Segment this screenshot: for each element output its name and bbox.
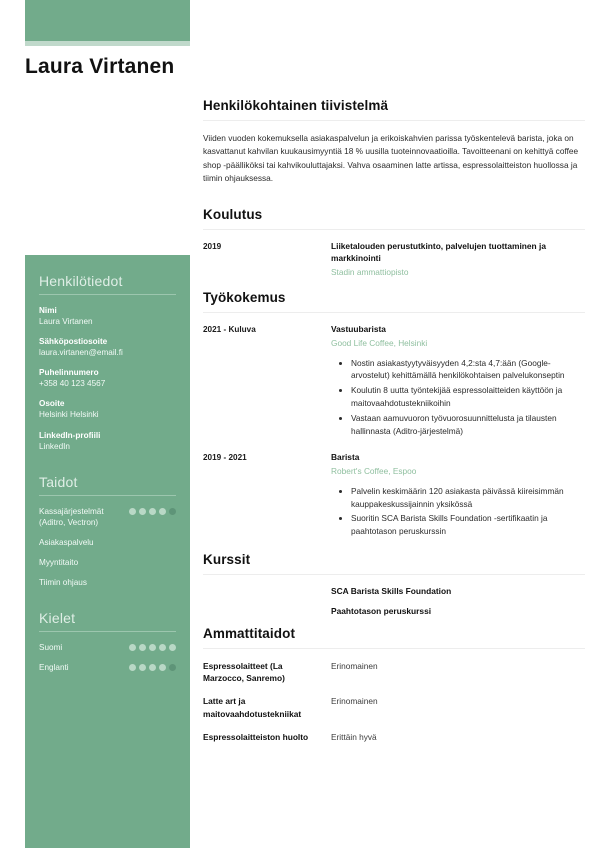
course-name: Paahtotason peruskurssi [331, 606, 432, 617]
page-title: Laura Virtanen [25, 55, 175, 78]
rating-dot-filled [149, 508, 156, 515]
education-entry-list [203, 241, 585, 278]
section-divider [203, 229, 585, 230]
sidebar-languages-title: Kielet [39, 609, 76, 626]
sidebar-divider [39, 294, 176, 295]
languages-list [39, 642, 176, 673]
personal-detail-label: LinkedIn-profiili [39, 430, 101, 440]
personal-detail-item [39, 336, 176, 358]
skill-item [39, 537, 176, 548]
section-education [203, 207, 585, 278]
personal-detail-item [39, 430, 176, 452]
header-accent-block [25, 0, 190, 41]
skill-item-label: Asiakaspalvelu [39, 537, 94, 547]
entry-title: Barista [331, 451, 360, 462]
language-item [39, 642, 176, 653]
professional-skill-list [203, 660, 585, 743]
entry-title: Liiketalouden perustutkinto, palvelujen tuottaminen ja markkinointi [331, 240, 546, 263]
personal-detail-value: +358 40 123 4567 [39, 379, 106, 389]
language-item-label: Englanti [39, 663, 69, 672]
entry-body [331, 324, 585, 440]
timeline-entry [203, 241, 585, 278]
course-name: SCA Barista Skills Foundation [331, 586, 452, 597]
rating-dot-filled [159, 664, 166, 671]
skill-item-label: Myyntitaito [39, 557, 79, 567]
entry-bullet-list [341, 485, 585, 538]
personal-details-list [39, 305, 176, 452]
professional-skill-entry [203, 731, 585, 743]
sidebar-section-personal [39, 273, 176, 452]
personal-detail-label: Puhelinnumero [39, 368, 99, 378]
entry-body [331, 241, 585, 278]
course-entry [203, 606, 585, 616]
section-courses [203, 552, 585, 616]
course-spacer [203, 586, 331, 596]
sidebar-section-languages [39, 610, 176, 673]
personal-detail-value: Helsinki Helsinki [39, 410, 99, 420]
section-experience [203, 290, 585, 540]
sidebar-divider [39, 495, 176, 496]
professional-skill-entry [203, 660, 585, 684]
entry-bullet: • Palvelin keskimäärin 120 asiakasta päivässä kiireisimmän kauppakeskussijainnin yksikössä [351, 485, 585, 511]
rating-dot-filled [129, 664, 136, 671]
entry-date: 2019 [203, 241, 222, 251]
skills-list [39, 506, 176, 588]
spacer [39, 597, 176, 610]
personal-detail-label: Osoite [39, 399, 65, 409]
professional-skill-name: Espressolaitteiston huolto [203, 731, 309, 742]
rating-dot-filled [129, 508, 136, 515]
sidebar-personal-title: Henkilötiedot [39, 273, 123, 289]
entry-bullet: • Vastaan aamuvuoron työvuorosuunnittelusta ja tilausten hallinnasta (Aditro-järjestelmä) [351, 412, 585, 438]
personal-detail-value: Laura Virtanen [39, 317, 93, 327]
course-entry [203, 586, 585, 596]
rating-dot-filled [159, 644, 166, 651]
entry-organization: Robert's Coffee, Espoo [331, 465, 417, 476]
entry-bullet: • Koulutin 8 uutta työntekijää espressolaitteiden käyttöön ja maitovaahdotustekniikoihin [351, 384, 585, 410]
sidebar [25, 255, 190, 848]
personal-detail-label: Sähköpostiosoite [39, 337, 108, 347]
professional-skill-name: Latte art ja maitovaahdotustekniikat [203, 696, 302, 719]
personal-detail-item [39, 398, 176, 420]
skill-item-label: Kassajärjestelmät (Aditro, Vectron) [39, 506, 104, 527]
rating-dot-filled [139, 644, 146, 651]
rating-dot-filled [149, 664, 156, 671]
rating-dots [129, 642, 176, 651]
section-professional-skills [203, 626, 585, 743]
skill-item [39, 506, 176, 528]
sidebar-divider [39, 631, 176, 632]
skill-item-label: Tiimin ohjaus [39, 577, 87, 587]
language-item-label: Suomi [39, 642, 63, 652]
rating-dot-filled [149, 644, 156, 651]
entry-bullet-list [341, 357, 585, 438]
experience-entry-list [203, 324, 585, 540]
personal-detail-value: LinkedIn [39, 441, 70, 451]
summary-text: Viiden vuoden kokemuksella asiakaspalvelun ja erikoiskahvien parissa työskentelevä barista, joka on kasvattanut kahvilan kuukausimyyntiä 18 % uusilla tuoteinnovaatioilla. Tavoitteenani on kehittyä coffee shop -päälliköksi tai kahvikouluttajaksi. Vahva osaaminen latte artissa, espressolaitteiston huollossa ja tiimin ohjauksessa. [203, 133, 579, 184]
entry-date: 2019 - 2021 [203, 452, 247, 462]
rating-dot-filled [159, 508, 166, 515]
personal-detail-value: laura.virtanen@email.fi [39, 348, 123, 358]
rating-dot-empty [169, 508, 176, 515]
section-heading: Ammattitaidot [203, 626, 296, 642]
course-spacer [203, 606, 331, 616]
professional-skill-entry [203, 695, 585, 719]
entry-organization: Good Life Coffee, Helsinki [331, 337, 428, 348]
section-divider [203, 312, 585, 313]
entry-bullet: • Nostin asiakastyytyväisyyden 4,2:sta 4,7:ään (Google-arvostelut) kehittämällä henkilökohtaisen palvelukonseptin [351, 357, 585, 383]
professional-skill-level: Erittäin hyvä [331, 731, 377, 742]
header-accent-shadow [25, 41, 190, 46]
personal-detail-label: Nimi [39, 306, 57, 315]
personal-detail-item [39, 305, 176, 327]
section-divider [203, 574, 585, 575]
entry-date: 2021 - Kuluva [203, 324, 256, 334]
rating-dot-filled [169, 644, 176, 651]
rating-dots [129, 506, 176, 515]
sidebar-section-skills [39, 474, 176, 588]
main-content [203, 98, 585, 754]
entry-organization: Stadin ammattiopisto [331, 266, 409, 277]
entry-bullet: • Suoritin SCA Barista Skills Foundation -sertifikaatin ja paahtotason peruskurssin [351, 512, 585, 538]
professional-skill-level: Erinomainen [331, 696, 378, 707]
professional-skill-level: Erinomainen [331, 661, 378, 672]
rating-dots [129, 662, 176, 671]
professional-skill-name: Espressolaitteet (La Marzocco, Sanremo) [203, 661, 285, 684]
section-divider [203, 120, 585, 121]
section-divider [203, 648, 585, 649]
rating-dot-filled [129, 644, 136, 651]
section-summary [203, 98, 585, 186]
course-entry-list [203, 586, 585, 616]
language-item [39, 662, 176, 673]
rating-dot-empty [169, 664, 176, 671]
section-heading: Työkokemus [203, 289, 286, 305]
entry-body [331, 452, 585, 540]
timeline-entry [203, 324, 585, 440]
section-heading: Kurssit [203, 552, 251, 568]
personal-detail-item [39, 367, 176, 389]
timeline-entry [203, 452, 585, 540]
skill-item [39, 577, 176, 588]
skill-item [39, 557, 176, 568]
rating-dot-filled [139, 664, 146, 671]
section-heading: Koulutus [203, 206, 263, 222]
entry-title: Vastuubarista [331, 323, 386, 334]
sidebar-skills-title: Taidot [39, 473, 78, 490]
section-heading: Henkilökohtainen tiivistelmä [203, 98, 389, 113]
rating-dot-filled [139, 508, 146, 515]
spacer [39, 461, 176, 474]
